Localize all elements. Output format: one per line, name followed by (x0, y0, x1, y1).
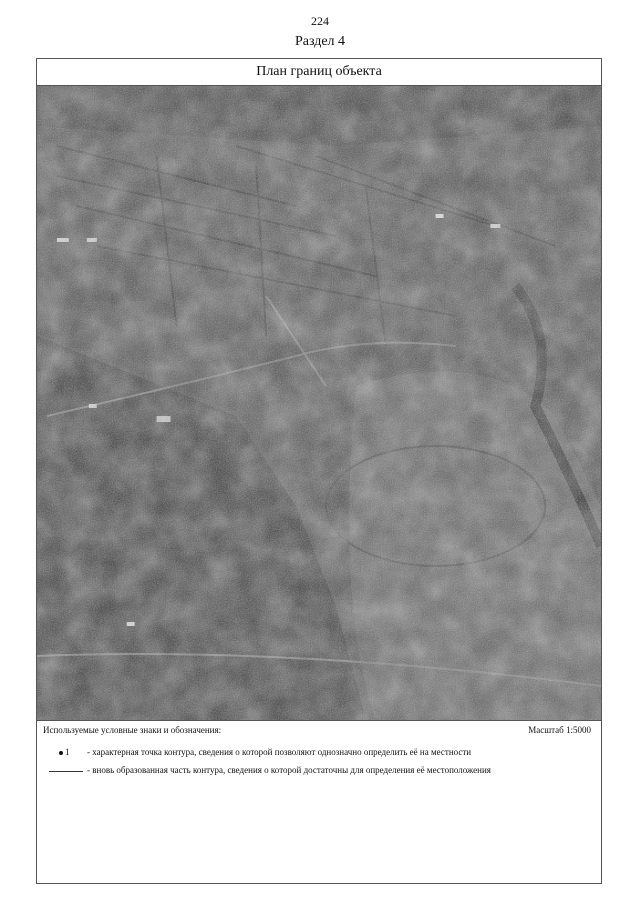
aerial-photo (37, 86, 601, 720)
page-number: 224 (311, 14, 329, 28)
plan-frame (36, 58, 602, 884)
scale-label: Масштаб 1:5000 (528, 725, 591, 735)
point-number: 1 (65, 747, 70, 757)
section-title: Раздел 4 (294, 34, 346, 49)
legend-item-point (43, 747, 593, 759)
legend-item-text: - характерная точка контура, сведения о которой позволяют однозначно определить её на местности (87, 747, 472, 757)
point-symbol (43, 747, 87, 759)
plan-title: План границ объекта (37, 59, 601, 86)
legend-title: Используемые условные знаки и обозначения: (43, 725, 222, 735)
legend-item-text: - вновь образованная часть контура, сведения о которой достаточны для определения её местоположения (87, 765, 491, 775)
point-dot-icon (59, 751, 63, 755)
aerial-photo-image (37, 86, 601, 720)
line-icon (49, 771, 83, 772)
line-symbol (43, 765, 87, 777)
legend (37, 720, 601, 883)
legend-item-line (43, 765, 593, 777)
